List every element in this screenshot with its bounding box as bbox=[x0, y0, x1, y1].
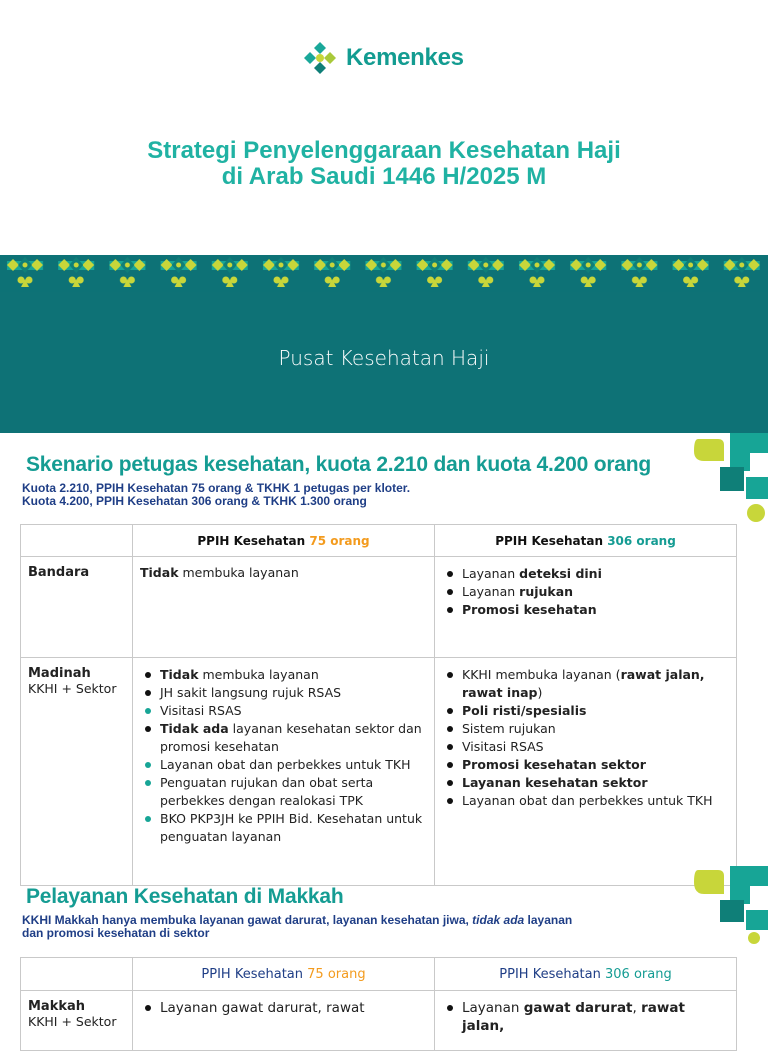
list-item: Layanan gawat darurat, rawat jalan, bbox=[442, 999, 729, 1035]
list-item: BKO PKP3JH ke PPIH Bid. Kesehatan untuk penguatan layanan bbox=[140, 810, 427, 846]
row-head-makkah-sub: KKHI + Sektor bbox=[28, 1014, 117, 1029]
section-2-subtitle-part-2: layanan bbox=[524, 913, 573, 927]
header-col-306-label: PPIH Kesehatan bbox=[495, 534, 603, 548]
cell-bandara-75-text: membuka layanan bbox=[178, 565, 299, 580]
section-1-subtitle-line-2: Kuota 4.200, PPIH Kesehatan 306 orang & TKHK 1.300 orang bbox=[22, 494, 367, 508]
list-item: Promosi kesehatan sektor bbox=[442, 756, 729, 774]
list-item: Penguatan rujukan dan obat serta perbekkes dengan realokasi TPK bbox=[140, 774, 427, 810]
list-item: Tidak membuka layanan bbox=[140, 666, 427, 684]
section-2-title: Pelayanan Kesehatan di Makkah bbox=[26, 885, 344, 908]
kemenkes-logo-icon bbox=[300, 38, 340, 78]
header-col-306 bbox=[435, 525, 737, 557]
banner bbox=[0, 292, 768, 433]
header-col-75-count: 75 orang bbox=[307, 967, 366, 982]
header-col-306-count: 306 orang bbox=[607, 534, 676, 548]
header-col-75 bbox=[133, 525, 435, 557]
kemenkes-logo bbox=[300, 36, 464, 80]
list-item: Layanan obat dan perbekkes untuk TKH bbox=[442, 792, 729, 810]
cell-bandara-75 bbox=[133, 557, 435, 658]
list-item: Sistem rujukan bbox=[442, 720, 729, 738]
table-row-bandara bbox=[21, 557, 737, 658]
cell-madinah-306 bbox=[435, 658, 737, 886]
cell-makkah-306 bbox=[435, 991, 737, 1051]
banner-text: Pusat Kesehatan Haji bbox=[278, 346, 490, 370]
table-row-makkah bbox=[21, 991, 737, 1051]
row-head-makkah bbox=[21, 991, 133, 1051]
row-head-madinah-label: Madinah bbox=[28, 666, 91, 681]
cell-bandara-306 bbox=[435, 557, 737, 658]
header-col-306-count: 306 orang bbox=[605, 967, 672, 982]
cell-madinah-75 bbox=[133, 658, 435, 886]
header-empty-cell bbox=[21, 525, 133, 557]
list-item: Layanan rujukan bbox=[442, 583, 729, 601]
madinah-306-list bbox=[442, 666, 729, 810]
document-title-line-1: Strategi Penyelenggaraan Kesehatan Haji bbox=[147, 137, 621, 164]
list-item: KKHI membuka layanan (rawat jalan, rawat inap) bbox=[442, 666, 729, 702]
row-head-bandara-label: Bandara bbox=[28, 565, 90, 580]
section-2-subtitle-part-1: KKHI Makkah hanya membuka layanan gawat darurat, layanan kesehatan jiwa, bbox=[22, 913, 473, 927]
section-1-subtitle-line-1: Kuota 2.210, PPIH Kesehatan 75 orang & TKHK 1 petugas per kloter. bbox=[22, 481, 411, 495]
row-head-bandara bbox=[21, 557, 133, 658]
list-item: Promosi kesehatan bbox=[442, 601, 729, 619]
table-header-row bbox=[21, 958, 737, 991]
makkah-306-list bbox=[442, 999, 729, 1035]
madinah-75-list bbox=[140, 666, 427, 846]
table-header-row bbox=[21, 525, 737, 557]
kemenkes-logo-text: Kemenkes bbox=[346, 44, 464, 71]
cell-bandara-75-bold: Tidak bbox=[140, 565, 179, 580]
document-title bbox=[0, 138, 768, 190]
section-1-title: Skenario petugas kesehatan, kuota 2.210 dan kuota 4.200 orang bbox=[26, 453, 652, 476]
section-2-subtitle-italic: tidak ada bbox=[472, 913, 525, 927]
header-col-306 bbox=[435, 958, 737, 991]
scenario-table bbox=[20, 524, 737, 886]
section-2-subtitle bbox=[22, 914, 572, 940]
makkah-table bbox=[20, 957, 737, 1051]
list-item: Tidak ada layanan kesehatan sektor dan promosi kesehatan bbox=[140, 720, 427, 756]
list-item: Visitasi RSAS bbox=[442, 738, 729, 756]
section-2-subtitle-line-2: dan promosi kesehatan di sektor bbox=[22, 926, 210, 940]
table-row-madinah bbox=[21, 658, 737, 886]
row-head-madinah bbox=[21, 658, 133, 886]
corner-decoration-2-icon bbox=[690, 866, 768, 949]
list-item: JH sakit langsung rujuk RSAS bbox=[140, 684, 427, 702]
row-head-madinah-sub: KKHI + Sektor bbox=[28, 681, 117, 696]
cell-makkah-75 bbox=[133, 991, 435, 1051]
section-1-subtitle bbox=[22, 482, 410, 508]
decorative-pattern-strip bbox=[0, 255, 768, 292]
list-item: Visitasi RSAS bbox=[140, 702, 427, 720]
list-item: Poli risti/spesialis bbox=[442, 702, 729, 720]
corner-decoration-icon bbox=[690, 433, 768, 528]
list-item: Layanan kesehatan sektor bbox=[442, 774, 729, 792]
makkah-75-list bbox=[140, 999, 427, 1017]
header-col-306-label: PPIH Kesehatan bbox=[499, 967, 601, 982]
header-col-75-label: PPIH Kesehatan bbox=[201, 967, 303, 982]
header-col-75-label: PPIH Kesehatan bbox=[197, 534, 306, 548]
row-head-makkah-label: Makkah bbox=[28, 999, 86, 1014]
list-item: Layanan obat dan perbekkes untuk TKH bbox=[140, 756, 427, 774]
bandara-306-list bbox=[442, 565, 729, 619]
header-col-75 bbox=[133, 958, 435, 991]
header-col-75-count: 75 orang bbox=[309, 534, 370, 548]
list-item: Layanan deteksi dini bbox=[442, 565, 729, 583]
list-item: Layanan gawat darurat, rawat bbox=[140, 999, 427, 1017]
header-empty-cell bbox=[21, 958, 133, 991]
document-title-line-2: di Arab Saudi 1446 H/2025 M bbox=[221, 163, 547, 190]
